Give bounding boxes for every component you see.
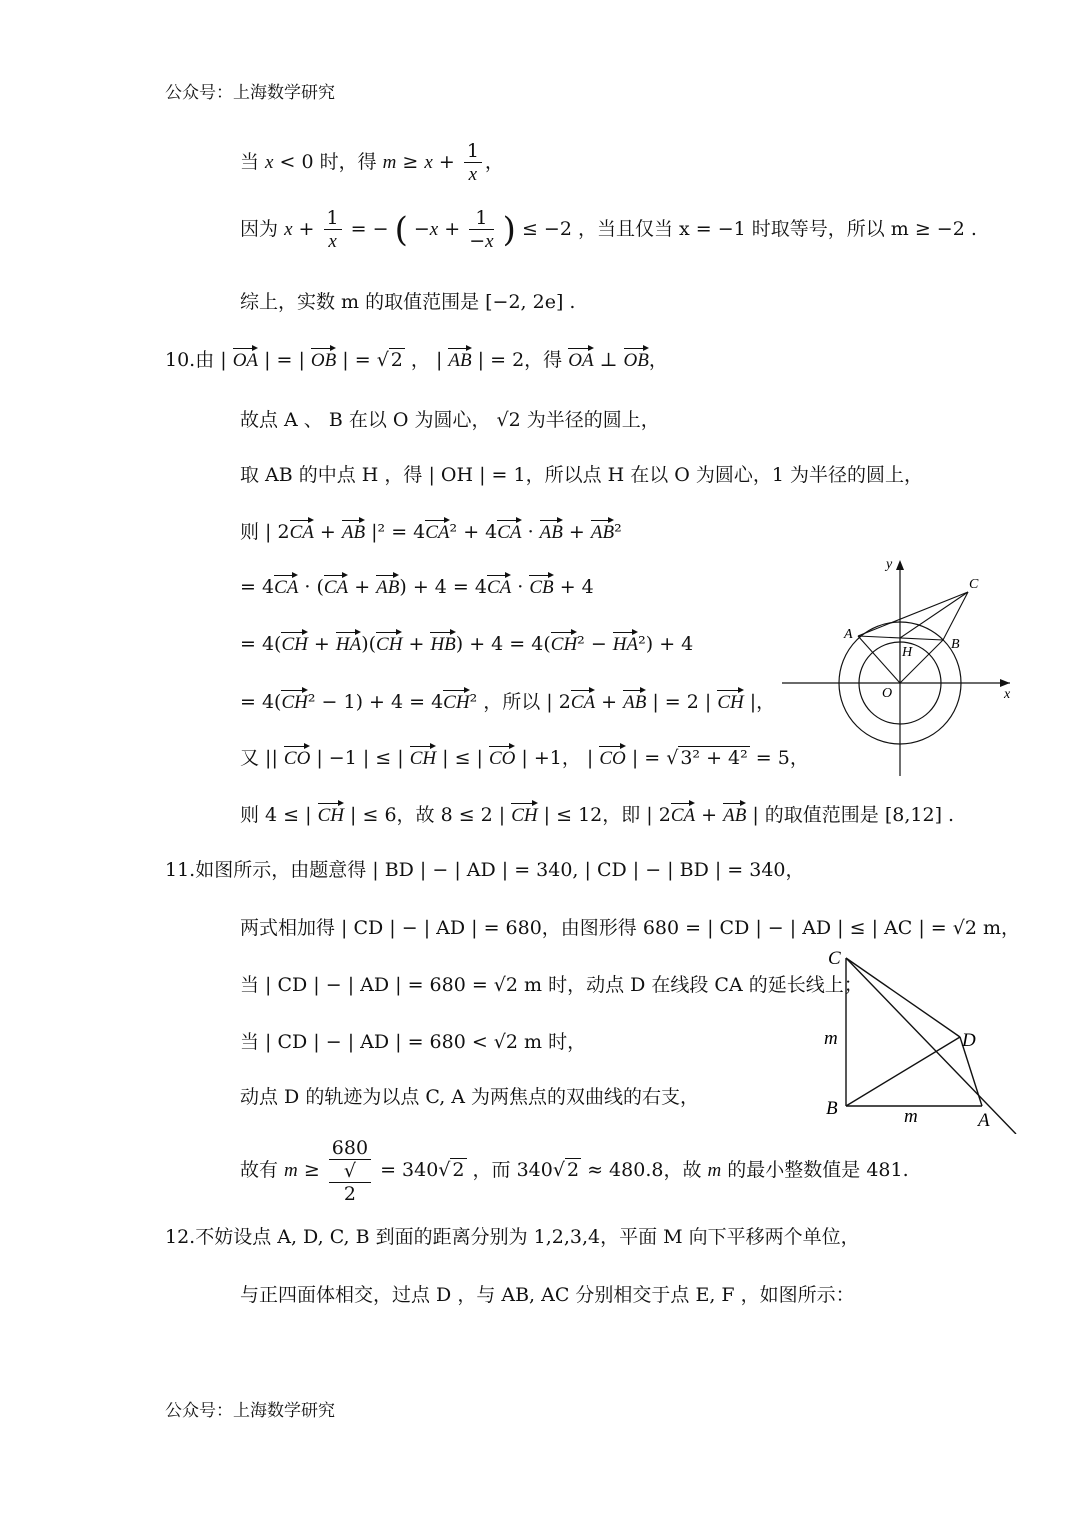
fig2-label-A: A bbox=[978, 1110, 990, 1131]
circle-figure bbox=[778, 552, 1018, 780]
p10-line-6: = 4(CH² − 1) + 4 = 4CH² ，所以 | 2CA + AB | = 2 | CH |， bbox=[240, 687, 775, 714]
p10-line-2: 取 AB 的中点 H ，得 | OH | = 1，所以点 H 在以 O 为圆心，1 为半径的圆上， bbox=[240, 464, 923, 486]
fig2-label-m-base: m bbox=[904, 1106, 918, 1127]
p10-line-1: 故点 A 、 B 在以 O 为圆心， √2 为半径的圆上， bbox=[240, 409, 660, 431]
line-2: 因为 x + $\frac{1}{x}$ = − ( −x + $\frac{1}{-x}$ ) ≤ −2 ，当且仅当 x = −1 时取等号，所以 m ≥ −2 . bbox=[240, 207, 977, 252]
line-2-tail: ，当且仅当 x = −1 时取等号，所以 m ≥ −2 . bbox=[577, 218, 977, 240]
p10-line-4: = 4CA · (CA + AB) + 4 = 4CA · CB + 4 bbox=[240, 573, 594, 599]
p10-line-3-lead: 则 bbox=[240, 521, 260, 543]
fig1-label-O: O bbox=[882, 686, 893, 701]
p10-line-8-lead: 又 bbox=[240, 747, 260, 769]
fig1-label-x: x bbox=[1004, 687, 1011, 702]
line-2-lead: 因为 bbox=[240, 218, 279, 240]
fig1-label-C: C bbox=[969, 577, 979, 592]
p11-line-4: 当 | CD | − | AD | = 680 < √2 m 时， bbox=[240, 1031, 587, 1053]
p10-line-3: 则 | 2CA + AB |² = 4CA² + 4CA · AB + AB² bbox=[240, 517, 622, 544]
fig1-label-H: H bbox=[902, 645, 913, 660]
triangle-figure bbox=[820, 944, 1025, 1134]
line-3: 综上，实数 m 的取值范围是 [−2, 2e] . bbox=[240, 291, 576, 313]
fig2-label-B: B bbox=[826, 1098, 838, 1119]
fig2-label-C: C bbox=[828, 948, 841, 969]
p10-title-lead: 10.由 bbox=[165, 349, 215, 371]
p10-title: 10.由 | OA | = | OB | = √ 2 ， | AB | = 2，得 OA ⊥ OB， bbox=[165, 345, 668, 372]
p11-line-2: 两式相加得 | CD | − | AD | = 680，由图形得 680 = | CD | − | AD | ≤ | AC | = √2 m， bbox=[240, 917, 1020, 939]
header-bottom: 公众号：上海数学研究 bbox=[165, 1401, 335, 1421]
p12-line-1: 12.不妨设点 A, D, C, B 到面的距离分别为 1,2,3,4，平面 M 向下平移两个单位， bbox=[165, 1226, 860, 1248]
header-top: 公众号：上海数学研究 bbox=[165, 83, 335, 103]
p11-line-5: 动点 D 的轨迹为以点 C, A 为两焦点的双曲线的右支， bbox=[240, 1086, 700, 1108]
fig1-label-B: B bbox=[951, 637, 960, 652]
p12-line-2: 与正四面体相交，过点 D ，与 AB, AC 分别相交于点 E, F ，如图所示： bbox=[240, 1284, 855, 1306]
fig1-label-y: y bbox=[886, 557, 893, 572]
fig2-label-D: D bbox=[962, 1030, 976, 1051]
p10-line-5: = 4(CH + HA)(CH + HB) + 4 = 4(CH² − HA²) + 4 bbox=[240, 630, 693, 656]
line-1: 当 x < 0 时，得 m ≥ x + $\frac{1}{x}$ ， bbox=[240, 140, 504, 185]
fig1-label-A: A bbox=[844, 627, 853, 642]
p11-line-6: 故有 m ≥ 680 √ 2 = 340√ 2 ，而 340√ 2 ≈ 480.8，故 m 的最小整数值是 481. bbox=[240, 1137, 909, 1205]
p11-line-1: 11.如图所示，由题意得 | BD | − | AD | = 340, | CD | − | BD | = 340， bbox=[165, 859, 805, 881]
fig2-label-m-side: m bbox=[824, 1028, 838, 1049]
p10-line-8: 又 || CO | −1 | ≤ | CH | ≤ | CO | +1， | CO | = √ 3² + 4² = 5， bbox=[240, 743, 809, 770]
p11-line-3: 当 | CD | − | AD | = 680 = √2 m 时，动点 D 在线段 CA 的延长线上； bbox=[240, 974, 863, 996]
p10-line-9: 则 4 ≤ | CH | ≤ 6，故 8 ≤ 2 | CH | ≤ 12，即 | 2CA + AB | 的取值范围是 [8,12] . bbox=[240, 800, 954, 827]
p10-line-9-lead: 则 bbox=[240, 804, 260, 826]
